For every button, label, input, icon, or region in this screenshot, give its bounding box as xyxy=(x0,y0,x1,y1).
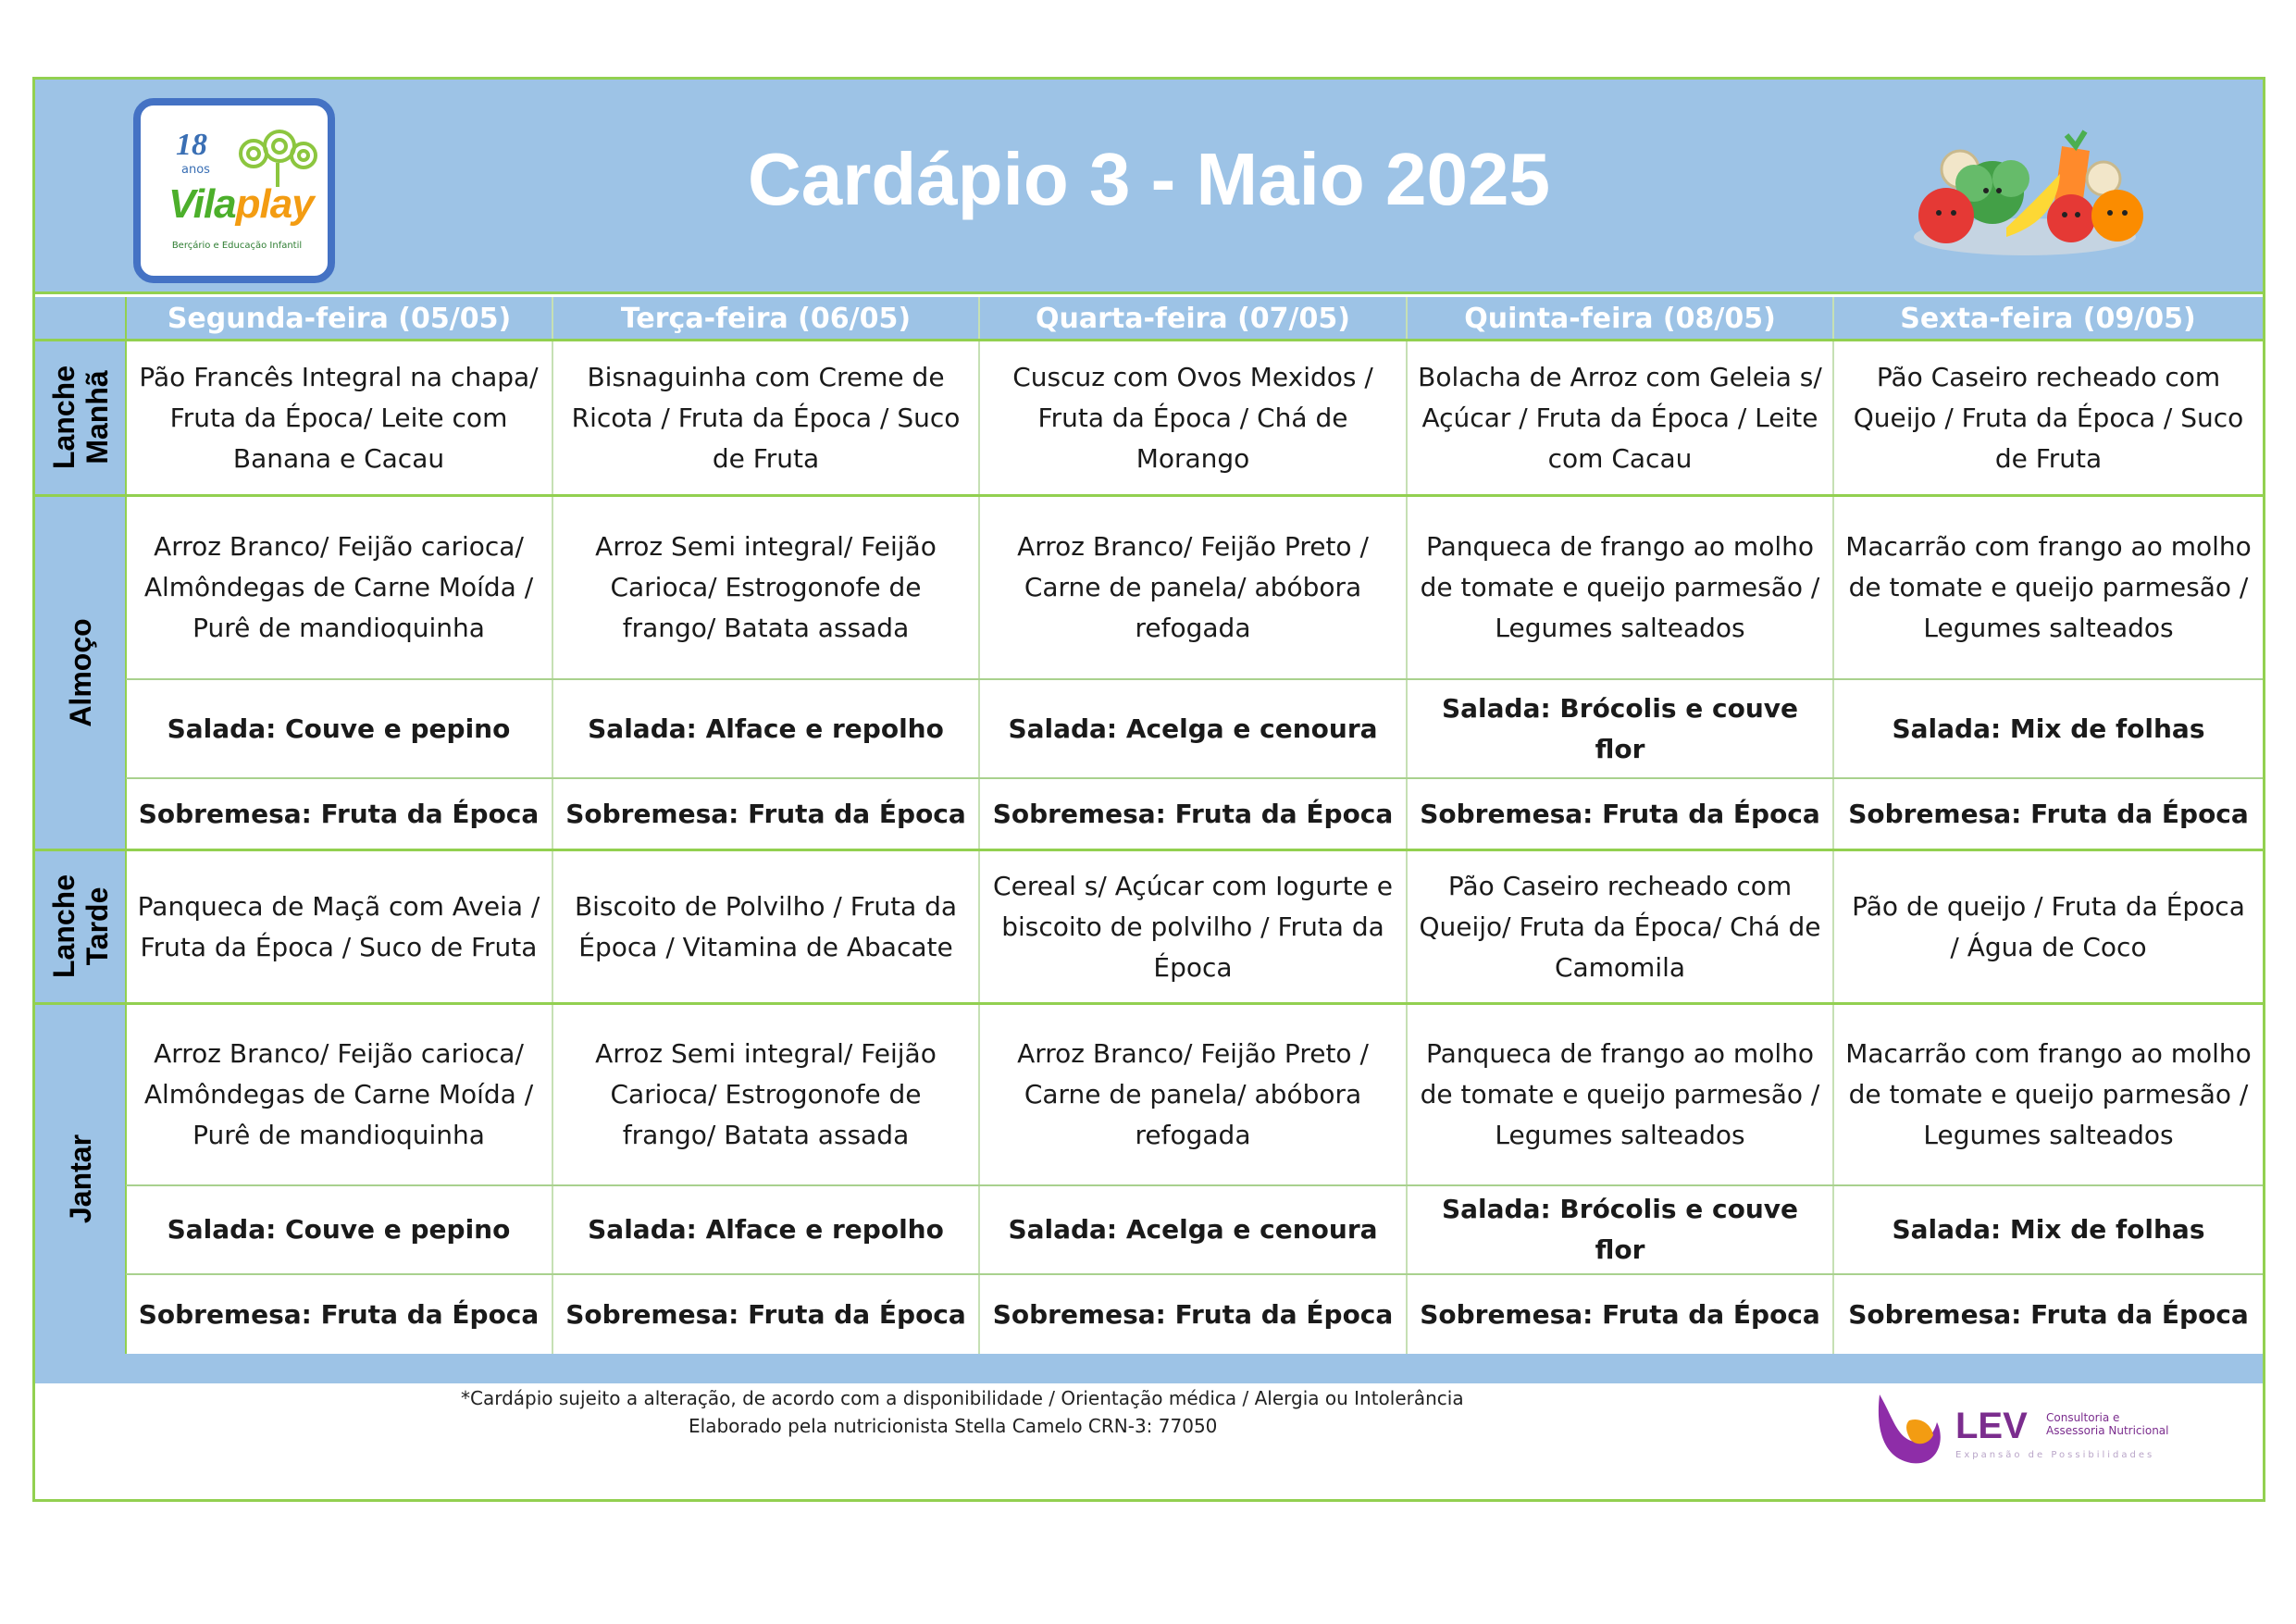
jantar-main-wednesday: Arroz Branco/ Feijão Preto / Carne de panela/ abóbora refogada xyxy=(1017,1038,1369,1150)
logo-tagline: Berçário e Educação Infantil xyxy=(171,241,303,251)
lanche-manha-wednesday: Cuscuz com Ovos Mexidos / Fruta da Época / Chá de Morango xyxy=(1012,361,1373,474)
jantar-sobremesa-monday: Sobremesa: Fruta da Época xyxy=(138,1298,540,1330)
jantar-main-friday: Macarrão com frango ao molho de tomate e queijo parmesão / Legumes salteados xyxy=(1845,1038,2252,1150)
footer-nutritionist: Elaborado pela nutricionista Stella Camelo CRN-3: 77050 xyxy=(689,1415,1218,1437)
meal-label-lanche-manha xyxy=(35,340,126,495)
jantar-sobremesa-tuesday: Sobremesa: Fruta da Época xyxy=(565,1298,966,1330)
lev-flame-icon xyxy=(1872,1389,1946,1467)
almoco-sobremesa-tuesday: Sobremesa: Fruta da Época xyxy=(565,798,966,829)
meal-label-almoco-text: Almoço xyxy=(64,617,97,727)
meal-label-lanche-manha-text: Lanche Manhã xyxy=(47,365,114,470)
almoco-sobremesa-thursday: Sobremesa: Fruta da Época xyxy=(1420,798,1820,829)
day-header-thursday: Quinta-feira (08/05) xyxy=(1407,297,1833,340)
lev-subtitle xyxy=(2046,1411,2176,1437)
jantar-sobremesa-wednesday: Sobremesa: Fruta da Época xyxy=(992,1298,1394,1330)
lanche-tarde-friday: Pão de queijo / Fruta da Época / Água de Coco xyxy=(1852,890,2245,962)
meal-label-almoco xyxy=(35,495,126,849)
jantar-main-monday: Arroz Branco/ Feijão carioca/ Almôndegas de Carne Moída / Purê de mandioquinha xyxy=(143,1038,534,1150)
almoco-main-thursday: Panqueca de frango ao molho de tomate e queijo parmesão / Legumes salteados xyxy=(1420,531,1820,643)
day-header-wednesday: Quarta-feira (07/05) xyxy=(979,297,1407,340)
jantar-salada-monday: Salada: Couve e pepino xyxy=(167,1214,511,1245)
meal-label-lanche-tarde-text: Lanche Tarde xyxy=(47,874,114,979)
lanche-tarde-wednesday: Cereal s/ Açúcar com Iogurte e biscoito de polvilho / Fruta da Época xyxy=(993,870,1393,983)
day-header-monday: Segunda-feira (05/05) xyxy=(126,297,552,340)
almoco-salada-friday: Salada: Mix de folhas xyxy=(1892,713,2205,744)
day-header-friday: Sexta-feira (09/05) xyxy=(1833,297,2263,340)
almoco-salada-monday: Salada: Couve e pepino xyxy=(167,713,511,744)
lanche-manha-friday: Pão Caseiro recheado com Queijo / Fruta da Época / Suco de Fruta xyxy=(1853,361,2244,474)
almoco-main-wednesday: Arroz Branco/ Feijão Preto / Carne de panela/ abóbora refogada xyxy=(1017,531,1369,643)
almoco-sobremesa-friday: Sobremesa: Fruta da Época xyxy=(1848,798,2249,829)
almoco-main-tuesday: Arroz Semi integral/ Feijão Carioca/ Estrogonofe de frango/ Batata assada xyxy=(595,531,937,643)
menu-frame xyxy=(32,77,2265,1502)
jantar-main-tuesday: Arroz Semi integral/ Feijão Carioca/ Estrogonofe de frango/ Batata assada xyxy=(595,1038,937,1150)
jantar-salada-wednesday: Salada: Acelga e cenoura xyxy=(1008,1214,1378,1245)
lanche-manha-tuesday: Bisnaguinha com Creme de Ricota / Fruta da Época / Suco de Fruta xyxy=(571,361,961,474)
jantar-salada-friday: Salada: Mix de folhas xyxy=(1892,1214,2205,1245)
logo-brand-play: play xyxy=(235,181,314,227)
almoco-salada-thursday: Salada: Brócolis e couve flor xyxy=(1441,692,1798,764)
logo-brand-vila: Vila xyxy=(168,181,236,227)
day-header-tuesday: Terça-feira (06/05) xyxy=(552,297,979,340)
lev-word: LEV xyxy=(1955,1406,2028,1446)
jantar-salada-thursday: Salada: Brócolis e couve flor xyxy=(1441,1194,1798,1265)
almoco-sobremesa-monday: Sobremesa: Fruta da Época xyxy=(138,798,540,829)
almoco-main-monday: Arroz Branco/ Feijão carioca/ Almôndegas de Carne Moída / Purê de mandioquinha xyxy=(143,531,534,643)
header-banner xyxy=(35,80,2263,294)
jantar-salada-tuesday: Salada: Alface e repolho xyxy=(588,1214,944,1245)
logo-anos-label: anos xyxy=(181,163,210,177)
logo-anos-number: 18 xyxy=(176,128,207,162)
meal-label-jantar xyxy=(35,1003,126,1354)
page-title: Cardápio 3 - Maio 2025 xyxy=(748,138,1550,220)
lanche-manha-thursday: Bolacha de Arroz com Geleia s/ Açúcar / Fruta da Época / Leite com Cacau xyxy=(1418,361,1822,474)
lev-line2: Assessoria Nutricional xyxy=(2046,1424,2169,1437)
lev-slogan: Expansão de Possibilidades xyxy=(1955,1450,2155,1460)
footer-bar xyxy=(35,1354,2263,1383)
vegetables-illustration-icon xyxy=(1895,118,2154,267)
lev-line1: Consultoria e xyxy=(2046,1411,2120,1424)
meal-label-lanche-tarde xyxy=(35,849,126,1003)
jantar-main-thursday: Panqueca de frango ao molho de tomate e queijo parmesão / Legumes salteados xyxy=(1420,1038,1820,1150)
almoco-salada-tuesday: Salada: Alface e repolho xyxy=(588,713,944,744)
lanche-tarde-tuesday: Biscoito de Polvilho / Fruta da Época / Vitamina de Abacate xyxy=(574,890,958,962)
corner-cell xyxy=(35,297,126,340)
lanche-tarde-thursday: Pão Caseiro recheado com Queijo/ Fruta da Época/ Chá de Camomila xyxy=(1419,870,1821,983)
almoco-salada-wednesday: Salada: Acelga e cenoura xyxy=(1008,713,1378,744)
jantar-sobremesa-friday: Sobremesa: Fruta da Época xyxy=(1848,1298,2249,1330)
meal-label-jantar-text: Jantar xyxy=(64,1134,97,1223)
lev-logo xyxy=(1872,1389,2178,1472)
lanche-tarde-monday: Panqueca de Maçã com Aveia / Fruta da Época / Suco de Fruta xyxy=(137,890,540,962)
lanche-manha-monday: Pão Francês Integral na chapa/ Fruta da Época/ Leite com Banana e Cacau xyxy=(139,361,539,474)
footer-disclaimer: *Cardápio sujeito a alteração, de acordo com a disponibilidade / Orientação médica / Alergia ou Intolerância xyxy=(461,1387,1464,1409)
almoco-main-friday: Macarrão com frango ao molho de tomate e queijo parmesão / Legumes salteados xyxy=(1845,531,2252,643)
jantar-sobremesa-thursday: Sobremesa: Fruta da Época xyxy=(1420,1298,1820,1330)
almoco-sobremesa-wednesday: Sobremesa: Fruta da Época xyxy=(992,798,1394,829)
